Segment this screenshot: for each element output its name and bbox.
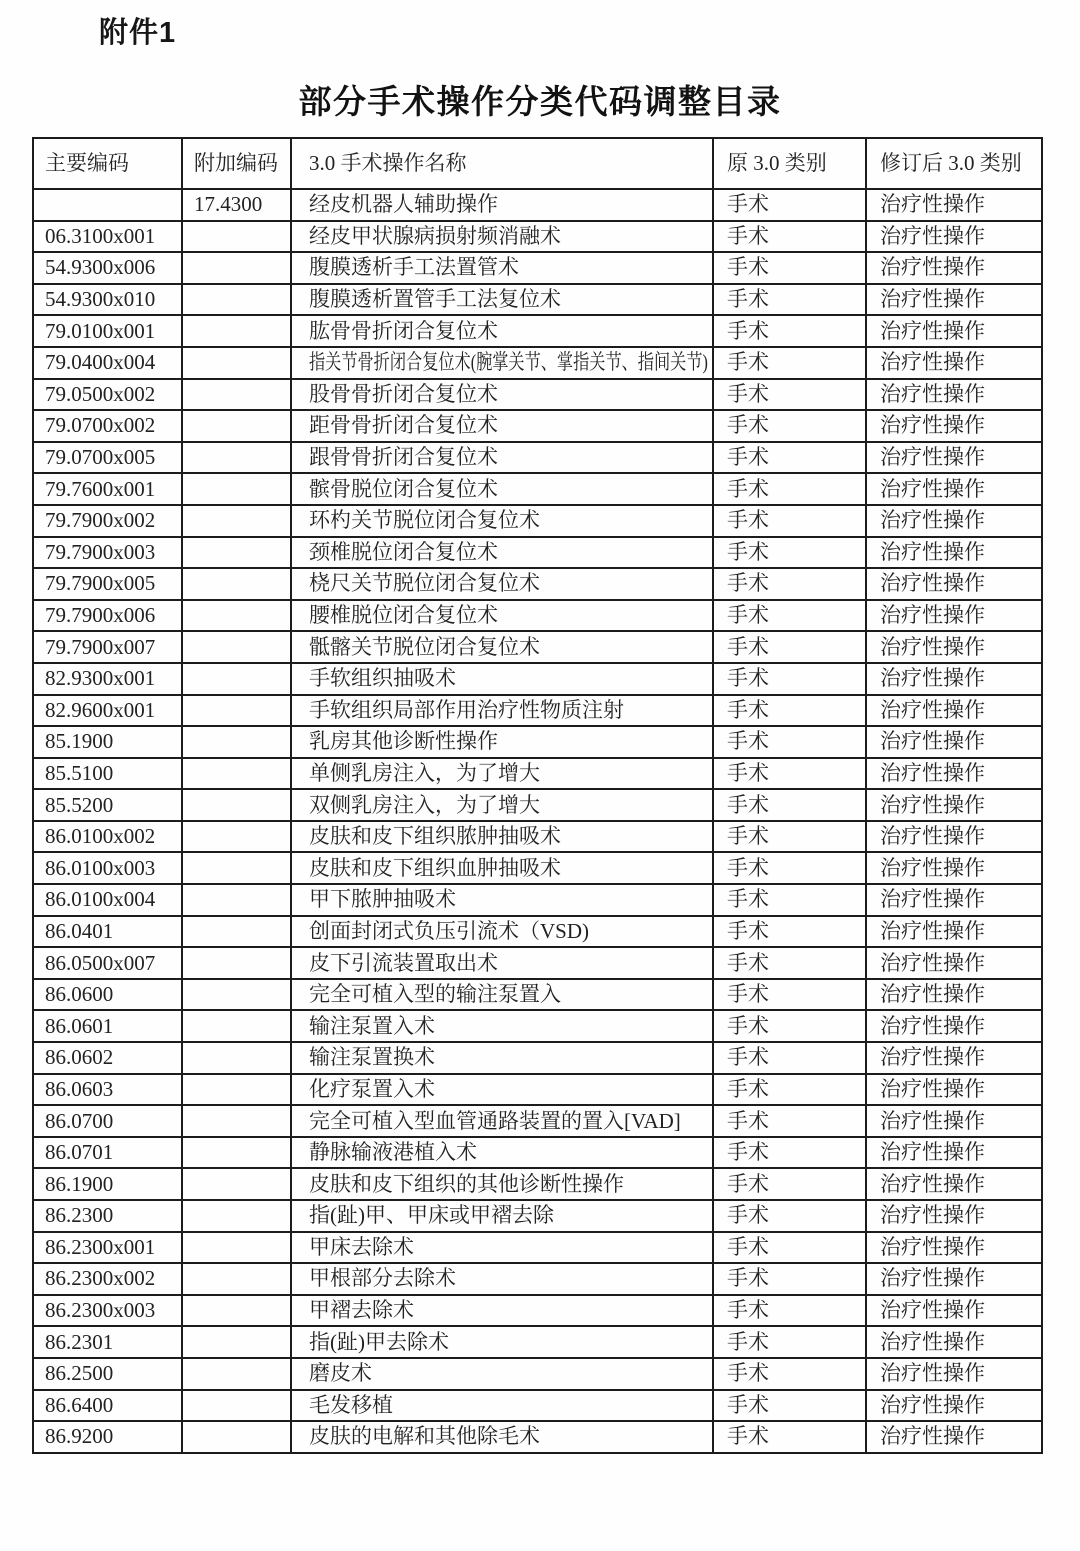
cell-revised-category: 治疗性操作 [866,189,1042,221]
table-row [33,600,1042,632]
cell-main-code: 79.0700x005 [33,442,182,474]
cell-revised-category: 治疗性操作 [866,821,1042,853]
cell-original-category: 手术 [713,884,866,916]
cell-original-category: 手术 [713,1358,866,1390]
cell-operation-name: 皮肤和皮下组织血肿抽吸术 [291,852,713,884]
cell-operation-name: 颈椎脱位闭合复位术 [291,537,713,569]
cell-main-code: 79.7900x006 [33,600,182,632]
cell-original-category: 手术 [713,631,866,663]
cell-revised-category: 治疗性操作 [866,631,1042,663]
cell-operation-name: 双侧乳房注入，为了增大 [291,789,713,821]
cell-revised-category: 治疗性操作 [866,758,1042,790]
table-row [33,1200,1042,1232]
cell-operation-name: 腹膜透析置管手工法复位术 [291,284,713,316]
cell-operation-name: 甲褶去除术 [291,1295,713,1327]
cell-original-category: 手术 [713,852,866,884]
cell-revised-category: 治疗性操作 [866,1042,1042,1074]
cell-main-code: 86.2301 [33,1326,182,1358]
cell-original-category: 手术 [713,252,866,284]
cell-revised-category: 治疗性操作 [866,1137,1042,1169]
cell-operation-name: 指关节骨折闭合复位术(腕掌关节、掌指关节、指间关节) [291,347,713,379]
cell-operation-name: 经皮机器人辅助操作 [291,189,713,221]
cell-original-category: 手术 [713,505,866,537]
cell-original-category: 手术 [713,695,866,727]
cell-operation-name: 完全可植入型的输注泵置入 [291,979,713,1011]
col-header-extra-code: 附加编码 [182,138,291,189]
cell-operation-name: 皮下引流装置取出术 [291,947,713,979]
cell-extra-code [182,789,291,821]
cell-operation-name: 皮肤的电解和其他除毛术 [291,1421,713,1453]
cell-original-category: 手术 [713,473,866,505]
cell-original-category: 手术 [713,1105,866,1137]
cell-revised-category: 治疗性操作 [866,252,1042,284]
cell-main-code: 82.9300x001 [33,663,182,695]
cell-revised-category: 治疗性操作 [866,663,1042,695]
cell-revised-category: 治疗性操作 [866,442,1042,474]
cell-revised-category: 治疗性操作 [866,1263,1042,1295]
table-row [33,821,1042,853]
cell-extra-code [182,1074,291,1106]
table-row [33,1168,1042,1200]
table-body [33,189,1042,1453]
cell-main-code: 86.2300x001 [33,1232,182,1264]
cell-original-category: 手术 [713,821,866,853]
cell-revised-category: 治疗性操作 [866,1200,1042,1232]
cell-original-category: 手术 [713,410,866,442]
cell-revised-category: 治疗性操作 [866,284,1042,316]
cell-extra-code [182,821,291,853]
col-header-original-category: 原 3.0 类别 [713,138,866,189]
table-row [33,979,1042,1011]
table-row [33,221,1042,253]
cell-operation-name: 皮肤和皮下组织脓肿抽吸术 [291,821,713,853]
cell-extra-code [182,284,291,316]
cell-main-code: 54.9300x010 [33,284,182,316]
cell-revised-category: 治疗性操作 [866,315,1042,347]
cell-main-code: 86.0600 [33,979,182,1011]
cell-main-code: 85.1900 [33,726,182,758]
cell-main-code: 86.9200 [33,1421,182,1453]
cell-main-code: 86.1900 [33,1168,182,1200]
cell-operation-name: 甲床去除术 [291,1232,713,1264]
cell-original-category: 手术 [713,442,866,474]
cell-main-code: 86.6400 [33,1390,182,1422]
cell-revised-category: 治疗性操作 [866,347,1042,379]
table-row [33,1421,1042,1453]
cell-original-category: 手术 [713,189,866,221]
cell-operation-name: 指(趾)甲去除术 [291,1326,713,1358]
cell-main-code: 79.7600x001 [33,473,182,505]
page-title: 部分手术操作分类代码调整目录 [298,83,782,120]
cell-main-code: 54.9300x006 [33,252,182,284]
col-header-main-code: 主要编码 [33,138,182,189]
cell-operation-name: 甲下脓肿抽吸术 [291,884,713,916]
code-adjustment-table [32,137,1043,1454]
table-row [33,884,1042,916]
cell-main-code: 85.5100 [33,758,182,790]
cell-extra-code [182,1042,291,1074]
cell-operation-name: 指(趾)甲、甲床或甲褶去除 [291,1200,713,1232]
table-row [33,284,1042,316]
cell-operation-name: 毛发移植 [291,1390,713,1422]
table-header-row [33,138,1042,189]
cell-extra-code [182,1326,291,1358]
table-row [33,916,1042,948]
cell-extra-code [182,695,291,727]
table-row [33,1390,1042,1422]
table-row [33,505,1042,537]
table-row [33,695,1042,727]
cell-operation-name: 环杓关节脱位闭合复位术 [291,505,713,537]
cell-main-code: 86.0601 [33,1010,182,1042]
table-row [33,726,1042,758]
cell-main-code: 79.0500x002 [33,379,182,411]
cell-extra-code [182,473,291,505]
cell-extra-code [182,1200,291,1232]
cell-extra-code [182,379,291,411]
table-row [33,379,1042,411]
cell-revised-category: 治疗性操作 [866,1390,1042,1422]
cell-extra-code [182,505,291,537]
cell-original-category: 手术 [713,663,866,695]
cell-extra-code [182,726,291,758]
cell-revised-category: 治疗性操作 [866,221,1042,253]
cell-extra-code [182,884,291,916]
cell-main-code: 86.0100x003 [33,852,182,884]
cell-original-category: 手术 [713,1421,866,1453]
cell-original-category: 手术 [713,789,866,821]
cell-original-category: 手术 [713,1042,866,1074]
cell-operation-name: 皮肤和皮下组织的其他诊断性操作 [291,1168,713,1200]
cell-revised-category: 治疗性操作 [866,379,1042,411]
cell-original-category: 手术 [713,347,866,379]
col-header-operation-name: 3.0 手术操作名称 [291,138,713,189]
cell-revised-category: 治疗性操作 [866,695,1042,727]
cell-extra-code [182,1358,291,1390]
cell-extra-code [182,1168,291,1200]
cell-extra-code [182,852,291,884]
cell-main-code: 82.9600x001 [33,695,182,727]
table-row [33,631,1042,663]
cell-main-code: 79.7900x005 [33,568,182,600]
cell-revised-category: 治疗性操作 [866,1074,1042,1106]
cell-operation-name: 乳房其他诊断性操作 [291,726,713,758]
cell-revised-category: 治疗性操作 [866,1295,1042,1327]
table-row [33,758,1042,790]
cell-revised-category: 治疗性操作 [866,884,1042,916]
table-row [33,1137,1042,1169]
col-header-revised-category: 修订后 3.0 类别 [866,138,1042,189]
cell-original-category: 手术 [713,221,866,253]
cell-main-code: 85.5200 [33,789,182,821]
table-row [33,1232,1042,1264]
table-row [33,663,1042,695]
cell-original-category: 手术 [713,979,866,1011]
table-row [33,789,1042,821]
cell-original-category: 手术 [713,568,866,600]
cell-original-category: 手术 [713,758,866,790]
table-row [33,1074,1042,1106]
cell-original-category: 手术 [713,1074,866,1106]
table-row [33,568,1042,600]
cell-main-code: 79.7900x002 [33,505,182,537]
table-row [33,189,1042,221]
cell-main-code: 86.2300x003 [33,1295,182,1327]
cell-revised-category: 治疗性操作 [866,473,1042,505]
cell-extra-code [182,663,291,695]
cell-operation-name: 手软组织抽吸术 [291,663,713,695]
cell-original-category: 手术 [713,284,866,316]
attachment-label: 附件1 [99,17,177,49]
cell-main-code: 86.2300x002 [33,1263,182,1295]
table-header [33,138,1042,189]
cell-extra-code [182,916,291,948]
cell-revised-category: 治疗性操作 [866,789,1042,821]
cell-main-code: 79.7900x007 [33,631,182,663]
cell-revised-category: 治疗性操作 [866,568,1042,600]
cell-original-category: 手术 [713,1263,866,1295]
table-row [33,1326,1042,1358]
cell-operation-name: 股骨骨折闭合复位术 [291,379,713,411]
cell-revised-category: 治疗性操作 [866,1105,1042,1137]
cell-main-code: 86.0603 [33,1074,182,1106]
cell-operation-name: 跟骨骨折闭合复位术 [291,442,713,474]
cell-main-code [33,189,182,221]
cell-operation-name: 腹膜透析手工法置管术 [291,252,713,284]
cell-revised-category: 治疗性操作 [866,726,1042,758]
cell-main-code: 86.0401 [33,916,182,948]
cell-operation-name: 腰椎脱位闭合复位术 [291,600,713,632]
cell-operation-name: 静脉输液港植入术 [291,1137,713,1169]
cell-main-code: 86.2300 [33,1200,182,1232]
table-row [33,1263,1042,1295]
cell-extra-code [182,979,291,1011]
cell-main-code: 86.0100x002 [33,821,182,853]
table-row [33,473,1042,505]
table-row [33,347,1042,379]
cell-main-code: 86.0500x007 [33,947,182,979]
cell-original-category: 手术 [713,600,866,632]
cell-extra-code [182,631,291,663]
cell-extra-code [182,1010,291,1042]
cell-extra-code [182,947,291,979]
table-row [33,852,1042,884]
cell-original-category: 手术 [713,1137,866,1169]
table-row [33,442,1042,474]
table-row [33,947,1042,979]
cell-operation-name: 桡尺关节脱位闭合复位术 [291,568,713,600]
cell-extra-code [182,1137,291,1169]
cell-extra-code [182,442,291,474]
cell-revised-category: 治疗性操作 [866,1358,1042,1390]
cell-operation-name: 甲根部分去除术 [291,1263,713,1295]
cell-revised-category: 治疗性操作 [866,410,1042,442]
cell-extra-code [182,1421,291,1453]
table-row [33,1295,1042,1327]
cell-original-category: 手术 [713,1232,866,1264]
cell-extra-code [182,410,291,442]
cell-operation-name: 完全可植入型血管通路装置的置入[VAD] [291,1105,713,1137]
cell-extra-code [182,347,291,379]
table-row [33,537,1042,569]
cell-extra-code [182,1295,291,1327]
cell-original-category: 手术 [713,1200,866,1232]
table-row [33,1105,1042,1137]
cell-revised-category: 治疗性操作 [866,1326,1042,1358]
cell-main-code: 86.0700 [33,1105,182,1137]
cell-extra-code [182,1105,291,1137]
cell-operation-name: 距骨骨折闭合复位术 [291,410,713,442]
table-row [33,252,1042,284]
cell-extra-code [182,600,291,632]
cell-operation-name: 髌骨脱位闭合复位术 [291,473,713,505]
cell-original-category: 手术 [713,315,866,347]
cell-revised-category: 治疗性操作 [866,916,1042,948]
cell-original-category: 手术 [713,916,866,948]
cell-extra-code: 17.4300 [182,189,291,221]
cell-revised-category: 治疗性操作 [866,1168,1042,1200]
cell-original-category: 手术 [713,1168,866,1200]
table-row [33,1358,1042,1390]
cell-main-code: 86.0602 [33,1042,182,1074]
cell-revised-category: 治疗性操作 [866,1232,1042,1264]
cell-revised-category: 治疗性操作 [866,947,1042,979]
cell-extra-code [182,315,291,347]
cell-extra-code [182,1390,291,1422]
table-row [33,315,1042,347]
cell-original-category: 手术 [713,537,866,569]
cell-original-category: 手术 [713,1390,866,1422]
cell-operation-name: 创面封闭式负压引流术（VSD) [291,916,713,948]
cell-extra-code [182,758,291,790]
cell-revised-category: 治疗性操作 [866,979,1042,1011]
cell-main-code: 79.0700x002 [33,410,182,442]
cell-extra-code [182,221,291,253]
cell-operation-name: 化疗泵置入术 [291,1074,713,1106]
cell-operation-name: 经皮甲状腺病损射频消融术 [291,221,713,253]
cell-main-code: 79.0400x004 [33,347,182,379]
cell-operation-name: 单侧乳房注入，为了增大 [291,758,713,790]
table-row [33,1042,1042,1074]
cell-original-category: 手术 [713,947,866,979]
cell-extra-code [182,537,291,569]
cell-operation-name: 磨皮术 [291,1358,713,1390]
cell-revised-category: 治疗性操作 [866,1010,1042,1042]
cell-revised-category: 治疗性操作 [866,1421,1042,1453]
cell-main-code: 06.3100x001 [33,221,182,253]
cell-operation-name: 手软组织局部作用治疗性物质注射 [291,695,713,727]
cell-revised-category: 治疗性操作 [866,537,1042,569]
cell-original-category: 手术 [713,1010,866,1042]
table-row [33,1010,1042,1042]
cell-operation-name: 肱骨骨折闭合复位术 [291,315,713,347]
cell-extra-code [182,252,291,284]
cell-main-code: 86.0100x004 [33,884,182,916]
cell-revised-category: 治疗性操作 [866,505,1042,537]
cell-extra-code [182,1232,291,1264]
cell-extra-code [182,568,291,600]
cell-operation-name: 骶髂关节脱位闭合复位术 [291,631,713,663]
cell-original-category: 手术 [713,1326,866,1358]
table-row [33,410,1042,442]
cell-extra-code [182,1263,291,1295]
cell-main-code: 79.7900x003 [33,537,182,569]
cell-revised-category: 治疗性操作 [866,852,1042,884]
cell-original-category: 手术 [713,1295,866,1327]
cell-main-code: 86.2500 [33,1358,182,1390]
cell-main-code: 79.0100x001 [33,315,182,347]
cell-original-category: 手术 [713,726,866,758]
cell-operation-name: 输注泵置入术 [291,1010,713,1042]
cell-operation-name: 输注泵置换术 [291,1042,713,1074]
cell-main-code: 86.0701 [33,1137,182,1169]
cell-original-category: 手术 [713,379,866,411]
cell-revised-category: 治疗性操作 [866,600,1042,632]
